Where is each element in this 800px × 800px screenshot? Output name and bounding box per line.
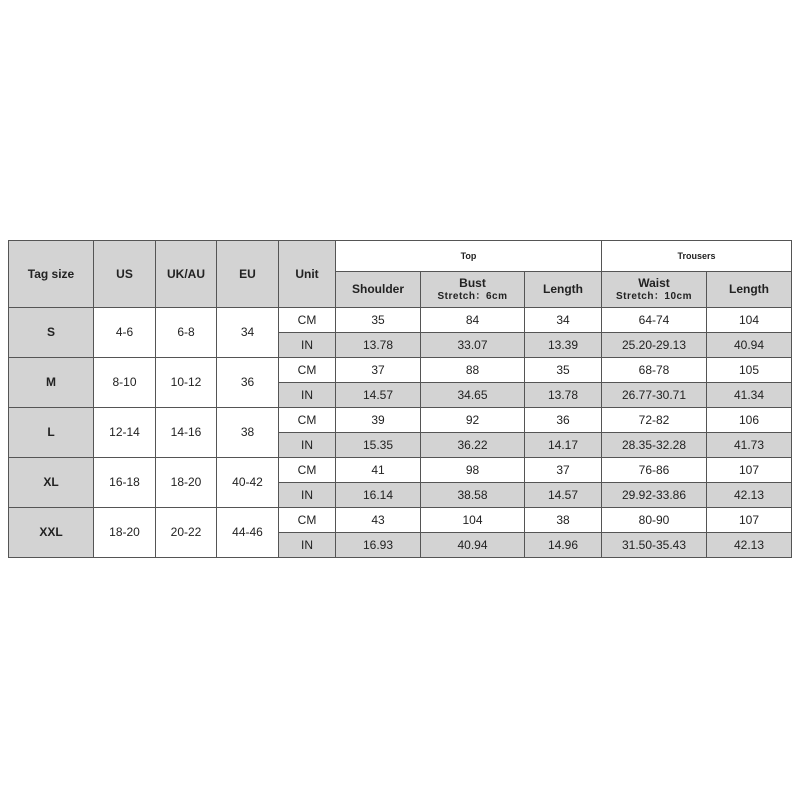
cm-waist: 68-78 [602,358,707,383]
us-size: 18-20 [94,508,156,558]
us-size: 8-10 [94,358,156,408]
cm-bust: 98 [421,458,525,483]
in-shoulder: 13.78 [336,333,421,358]
in-length: 14.17 [525,433,602,458]
in-length: 14.96 [525,533,602,558]
unit-in: IN [279,533,336,558]
size-label: L [9,408,94,458]
in-shoulder: 15.35 [336,433,421,458]
cm-waist: 76-86 [602,458,707,483]
size-label: XL [9,458,94,508]
cm-shoulder: 39 [336,408,421,433]
size-label: S [9,308,94,358]
in-length: 13.39 [525,333,602,358]
uk-au-size: 18-20 [156,458,217,508]
size-chart-table [8,240,792,558]
uk-au-size: 14-16 [156,408,217,458]
uk-au-size: 20-22 [156,508,217,558]
size-row-cm [9,408,792,433]
unit-in: IN [279,383,336,408]
header-waist-note: Stretch：10cm [615,290,693,302]
in-waist: 26.77-30.71 [602,383,707,408]
in-trousers-length: 41.34 [707,383,792,408]
cm-trousers-length: 104 [707,308,792,333]
cm-length: 37 [525,458,602,483]
cm-trousers-length: 105 [707,358,792,383]
header-uk-au: UK/AU [156,241,217,308]
header-waist-label: Waist [638,275,670,290]
size-row-cm [9,358,792,383]
cm-trousers-length: 106 [707,408,792,433]
in-length: 13.78 [525,383,602,408]
cm-bust: 88 [421,358,525,383]
cm-waist: 64-74 [602,308,707,333]
header-shoulder: Shoulder [336,272,421,308]
us-size: 12-14 [94,408,156,458]
cm-length: 36 [525,408,602,433]
cm-bust: 84 [421,308,525,333]
size-row-cm [9,508,792,533]
us-size: 4-6 [94,308,156,358]
size-row-cm [9,458,792,483]
in-shoulder: 14.57 [336,383,421,408]
eu-size: 36 [217,358,279,408]
cm-length: 35 [525,358,602,383]
cm-length: 38 [525,508,602,533]
header-group-row [9,241,792,272]
in-waist: 31.50-35.43 [602,533,707,558]
size-label: M [9,358,94,408]
eu-size: 38 [217,408,279,458]
cm-shoulder: 43 [336,508,421,533]
in-waist: 29.92-33.86 [602,483,707,508]
header-top-group: Top [336,241,602,272]
in-trousers-length: 41.73 [707,433,792,458]
header-trousers-group: Trousers [602,241,792,272]
header-us: US [94,241,156,308]
in-waist: 28.35-32.28 [602,433,707,458]
eu-size: 40-42 [217,458,279,508]
in-trousers-length: 40.94 [707,333,792,358]
header-eu: EU [217,241,279,308]
us-size: 16-18 [94,458,156,508]
cm-waist: 72-82 [602,408,707,433]
unit-in: IN [279,483,336,508]
in-bust: 33.07 [421,333,525,358]
cm-shoulder: 35 [336,308,421,333]
header-bust-note: Stretch：6cm [437,290,508,302]
size-label: XXL [9,508,94,558]
in-waist: 25.20-29.13 [602,333,707,358]
cm-shoulder: 41 [336,458,421,483]
cm-trousers-length: 107 [707,458,792,483]
unit-cm: CM [279,508,336,533]
header-tag-size: Tag size [9,241,94,308]
header-trousers-length: Length [707,272,792,308]
header-bust [421,272,525,308]
cm-shoulder: 37 [336,358,421,383]
in-shoulder: 16.14 [336,483,421,508]
header-length: Length [525,272,602,308]
in-bust: 34.65 [421,383,525,408]
in-bust: 36.22 [421,433,525,458]
unit-cm: CM [279,458,336,483]
header-waist [602,272,707,308]
in-shoulder: 16.93 [336,533,421,558]
uk-au-size: 10-12 [156,358,217,408]
eu-size: 34 [217,308,279,358]
unit-in: IN [279,333,336,358]
unit-in: IN [279,433,336,458]
in-bust: 40.94 [421,533,525,558]
header-bust-label: Bust [459,275,486,290]
size-row-cm [9,308,792,333]
unit-cm: CM [279,308,336,333]
in-trousers-length: 42.13 [707,533,792,558]
unit-cm: CM [279,358,336,383]
cm-waist: 80-90 [602,508,707,533]
uk-au-size: 6-8 [156,308,217,358]
cm-trousers-length: 107 [707,508,792,533]
cm-bust: 104 [421,508,525,533]
eu-size: 44-46 [217,508,279,558]
unit-cm: CM [279,408,336,433]
header-unit: Unit [279,241,336,308]
in-bust: 38.58 [421,483,525,508]
in-length: 14.57 [525,483,602,508]
cm-bust: 92 [421,408,525,433]
cm-length: 34 [525,308,602,333]
in-trousers-length: 42.13 [707,483,792,508]
